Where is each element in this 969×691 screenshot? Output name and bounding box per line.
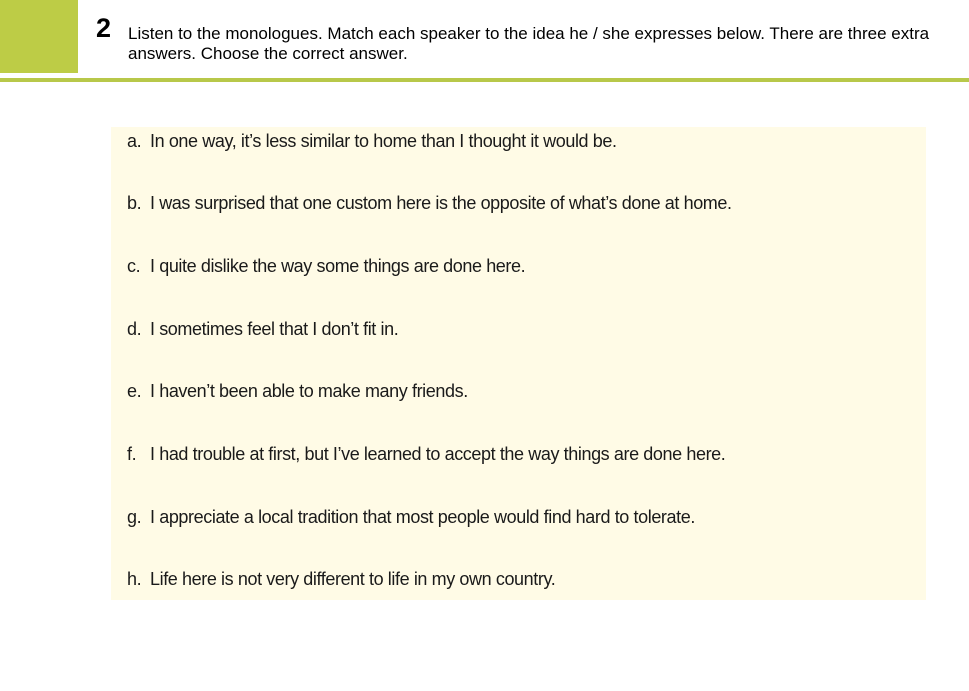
option-h[interactable] bbox=[127, 565, 555, 593]
option-text: I sometimes feel that I don’t fit in. bbox=[150, 318, 399, 339]
option-text: I had trouble at first, but I’ve learned to accept the way things are done here. bbox=[150, 443, 726, 464]
option-letter: c. bbox=[127, 255, 141, 276]
exercise-header bbox=[0, 0, 969, 84]
option-b[interactable] bbox=[127, 189, 732, 217]
option-c[interactable] bbox=[127, 252, 525, 280]
option-letter: d. bbox=[127, 318, 142, 339]
exercise-number: 2 bbox=[96, 13, 112, 43]
option-text: I quite dislike the way some things are done here. bbox=[150, 255, 526, 276]
option-letter: b. bbox=[127, 192, 142, 213]
option-text: In one way, it’s less similar to home than I thought it would be. bbox=[150, 130, 617, 151]
option-e[interactable] bbox=[127, 377, 468, 405]
option-letter: h. bbox=[127, 568, 142, 589]
option-text: I haven’t been able to make many friends. bbox=[150, 380, 468, 401]
option-letter: g. bbox=[127, 506, 142, 527]
accent-block bbox=[0, 0, 78, 73]
exercise-instructions: Listen to the monologues. Match each speaker to the idea he / she expresses below. There are three extra answers. Choose the correct answer. bbox=[128, 24, 930, 63]
option-letter: f. bbox=[127, 443, 137, 464]
option-f[interactable] bbox=[127, 440, 725, 468]
option-letter: e. bbox=[127, 380, 142, 401]
options-panel bbox=[111, 127, 926, 600]
option-a[interactable] bbox=[127, 127, 617, 155]
option-text: I appreciate a local tradition that most people would find hard to tolerate. bbox=[150, 506, 695, 527]
header-divider bbox=[0, 78, 969, 82]
option-g[interactable] bbox=[127, 503, 695, 531]
option-letter: a. bbox=[127, 130, 142, 151]
option-d[interactable] bbox=[127, 315, 398, 343]
option-text: I was surprised that one custom here is the opposite of what’s done at home. bbox=[150, 192, 732, 213]
option-text: Life here is not very different to life in my own country. bbox=[150, 568, 556, 589]
